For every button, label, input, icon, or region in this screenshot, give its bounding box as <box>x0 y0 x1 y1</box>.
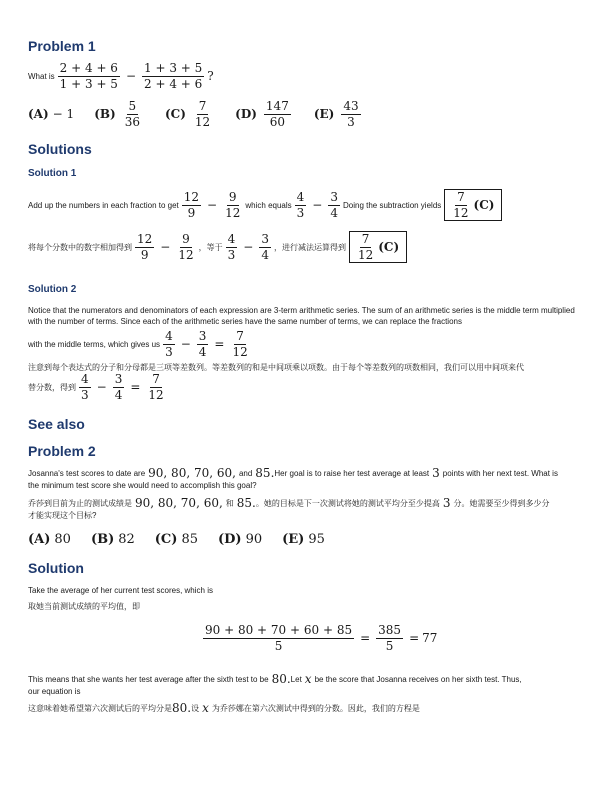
solution-2-heading: Solution 2 <box>28 284 77 295</box>
answer-box-zh: $\frac{7}{12}$ (C) <box>349 231 407 263</box>
p2-choice-c: (C) 85 <box>154 532 198 547</box>
choice-c: (C) $\frac{7}{12}$ <box>164 99 211 129</box>
choice-e: (E) $\frac{43}{3}$ <box>313 99 359 129</box>
solutions-heading: Solutions <box>28 141 92 157</box>
choice-d: (D) $\frac{147}{60}$ <box>235 99 289 129</box>
solution-1-zh: 将每个分数中的数字相加得到 $\frac{12}{9}$ − $\frac{9}{12}$ ，等于 $\frac{4}{3}$ − $\frac{3}{4}$ ，进行减法运算得到 $\frac{7}{12}$ (C) <box>28 231 407 263</box>
solution-2-zh-tail: 替分数，得到 $\frac{4}{3}$ − $\frac{3}{4}$ = $\frac{7}{12}$ <box>28 372 164 402</box>
solution-en-line-1: Take the average of her current test scores, which is <box>28 586 213 595</box>
problem-2-en-line-2: the minimum test score she would need to accomplish this goal? <box>28 481 257 490</box>
solution-2-en-tail: with the middle terms, which gives us $\frac{4}{3}$ − $\frac{3}{4}$ = $\frac{7}{12}$ <box>28 329 248 359</box>
p2-choice-a: (A) 80 <box>28 532 71 547</box>
choice-b: (B) $\frac{5}{36}$ <box>94 99 140 129</box>
solution-1-heading: Solution 1 <box>28 168 77 179</box>
problem-2-en-line-1: Josanna's test scores to date are 90, 80, 70, 60, and 85. Her goal is to raise her test average at least 3 points with her next test. What is <box>28 466 558 480</box>
answer-box: $\frac{7}{12}$ (C) <box>444 189 502 221</box>
problem-1-heading: Problem 1 <box>28 38 96 54</box>
solution-2-en-text: Notice that the numerators and denominators of each expression are 3-term arithmetic series. The sum of an arithmetic series is the middle term multiplied with the number of terms. Since each of the arithmetic series have the same number of terms, we can replace the fractions <box>28 306 575 326</box>
p2-choice-e: (E) 95 <box>282 532 325 547</box>
choice-a: (A) − 1 <box>28 106 75 121</box>
question-prefix: What is <box>28 71 55 81</box>
problem-1-question: What is $\frac{2 + 4 + 6}{1 + 3 + 5}$ − $\frac{1 + 3 + 5}{2 + 4 + 6}$ ? <box>28 61 214 91</box>
problem-2-heading: Problem 2 <box>28 443 96 459</box>
solution-en-line-2: This means that she wants her test average after the sixth test to be 80. Let x be the score that Josanna receives on her sixth test. Thus, <box>28 672 522 686</box>
p2-choice-b: (B) 82 <box>90 532 135 547</box>
problem-2-zh-line-2: 才能实现这个目标? <box>28 511 97 520</box>
solution-zh-line-1: 取她当前测试成绩的平均值，即 <box>28 602 140 611</box>
question-fraction-2: $\frac{1 + 3 + 5}{2 + 4 + 6}$ <box>144 61 203 91</box>
see-also-heading: See also <box>28 416 85 432</box>
average-equation: $\frac{90 + 80 + 70 + 60 + 85}{5}$ = $\frac{385}{5}$ = 77 <box>205 623 438 653</box>
problem-2-choices <box>28 534 345 545</box>
question-fraction-1: $\frac{2 + 4 + 6}{1 + 3 + 5}$ <box>59 61 118 91</box>
solution-2-zh-text: 注意到每个表达式的分子和分母都是三项等差数列。等差数列的和是中间项乘以项数。由于每个等差数列的项数相同，我们可以用中间项来代 <box>28 363 524 372</box>
solution-1-en: Add up the numbers in each fraction to get $\frac{12}{9}$ − $\frac{9}{12}$ which equals $\frac{4}{3}$ − $\frac{3}{4}$ Doing the subtraction yields $\frac{7}{12}$ (C) <box>28 189 502 221</box>
solution-en-line-3: our equation is <box>28 687 81 696</box>
problem-2-zh-line-1: 乔莎到目前为止的测试成绩是 90, 80, 70, 60, 和 85. 。她的目标是下一次测试将她的测试平均分至少提高 3 分。她需要至少得到多少分 <box>28 496 550 510</box>
solution-heading: Solution <box>28 560 84 576</box>
solution-zh-line-2: 这意味着她希望第六次测试后的平均分是 80. 设 x 为乔莎娜在第六次测试中得到的分数。因此，我们的方程是 <box>28 701 420 715</box>
p2-choice-d: (D) 90 <box>217 532 263 547</box>
problem-1-choices <box>28 100 384 128</box>
